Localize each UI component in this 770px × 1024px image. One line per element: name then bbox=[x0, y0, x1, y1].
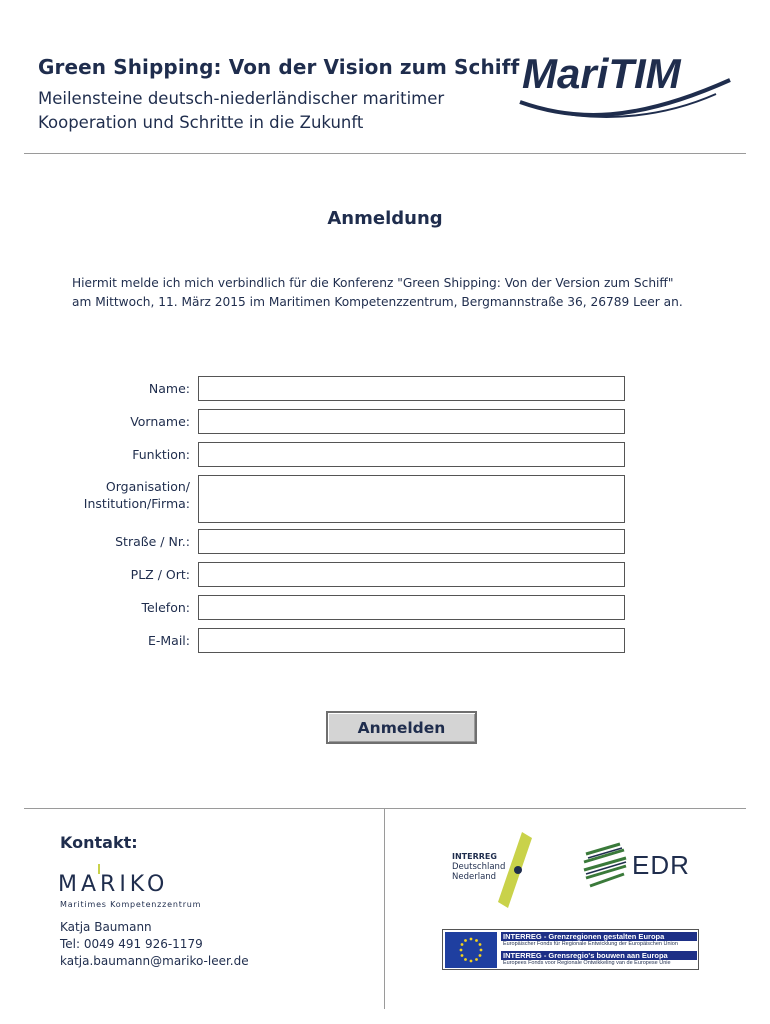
telefon-field[interactable] bbox=[198, 595, 625, 620]
maritim-logo-text: MariTIM bbox=[522, 50, 681, 97]
mariko-logo bbox=[58, 862, 202, 912]
edr-logo-text: EDR bbox=[632, 850, 690, 880]
mariko-logo-subtitle: Maritimes Kompetenzzentrum bbox=[60, 900, 202, 909]
interreg-line-3: Nederland bbox=[452, 872, 497, 882]
interreg-line-2: Deutschland bbox=[452, 862, 506, 872]
telefon-label: Telefon: bbox=[141, 600, 190, 615]
mariko-logo-word: MARIKO bbox=[58, 872, 169, 897]
email-field[interactable] bbox=[198, 628, 625, 653]
name-label: Name: bbox=[148, 381, 190, 396]
eu-banner-line-2: INTERREG - Grensregio's bouwen aan Europa bbox=[501, 951, 697, 960]
funktion-label: Funktion: bbox=[132, 447, 190, 462]
edr-stripes-icon bbox=[580, 840, 630, 890]
form-title: Anmeldung bbox=[327, 208, 443, 229]
page-title: Green Shipping: Von der Vision zum Schiff bbox=[38, 55, 520, 79]
organisation-label-line-1: Organisation/ bbox=[105, 479, 190, 494]
header-divider bbox=[24, 153, 746, 154]
maritim-logo bbox=[516, 44, 736, 124]
strasse-label: Straße / Nr.: bbox=[115, 534, 190, 549]
eu-banner-sub-2: Europees Fonds voor Regionale Ontwikkeling van de Europese Unie bbox=[503, 960, 671, 966]
interreg-line-1: INTERREG bbox=[452, 852, 497, 861]
organisation-label bbox=[84, 478, 190, 512]
eu-interreg-banner bbox=[442, 929, 699, 970]
vorname-field[interactable] bbox=[198, 409, 625, 434]
name-field[interactable] bbox=[198, 376, 625, 401]
subtitle-line-2: Kooperation und Schritte in die Zukunft bbox=[38, 113, 364, 132]
intro-line-1: Hiermit melde ich mich verbindlich für die Konferenz "Green Shipping: Von der Version zum Schiff" bbox=[72, 276, 674, 290]
edr-logo bbox=[580, 840, 690, 890]
page-subtitle bbox=[38, 87, 478, 135]
organisation-field[interactable] bbox=[198, 475, 625, 523]
interreg-logo bbox=[452, 830, 537, 910]
funktion-field[interactable] bbox=[198, 442, 625, 467]
anmelden-button[interactable]: Anmelden bbox=[326, 711, 477, 744]
eu-stars-icon bbox=[445, 932, 497, 968]
eu-banner-line-1: INTERREG - Grenzregionen gestalten Europa bbox=[501, 932, 697, 941]
vorname-label: Vorname: bbox=[130, 414, 190, 429]
strasse-field[interactable] bbox=[198, 529, 625, 554]
plz-field[interactable] bbox=[198, 562, 625, 587]
footer-divider bbox=[24, 808, 746, 809]
contact-details bbox=[60, 919, 249, 970]
contact-email[interactable]: katja.baumann@mariko-leer.de bbox=[60, 954, 249, 968]
subtitle-line-1: Meilensteine deutsch-niederländischer maritimer bbox=[38, 89, 445, 108]
form-intro bbox=[72, 274, 712, 312]
contact-phone: Tel: 0049 491 926-1179 bbox=[60, 937, 203, 951]
contact-title: Kontakt: bbox=[60, 833, 138, 852]
footer-vertical-divider bbox=[384, 809, 385, 1009]
intro-line-2: am Mittwoch, 11. März 2015 im Maritimen Kompetenzzentrum, Bergmannstraße 36, 26789 Leer an. bbox=[72, 295, 683, 309]
eu-flag-icon bbox=[445, 932, 497, 968]
interreg-text bbox=[452, 852, 505, 882]
email-label: E-Mail: bbox=[147, 633, 190, 648]
plz-label: PLZ / Ort: bbox=[130, 567, 190, 582]
contact-name: Katja Baumann bbox=[60, 920, 152, 934]
eu-banner-sub-1: Europäischer Fonds für Regionale Entwicklung der Europäischen Union bbox=[503, 941, 678, 947]
organisation-label-line-2: Institution/Firma: bbox=[83, 496, 190, 511]
page-header bbox=[0, 0, 770, 155]
